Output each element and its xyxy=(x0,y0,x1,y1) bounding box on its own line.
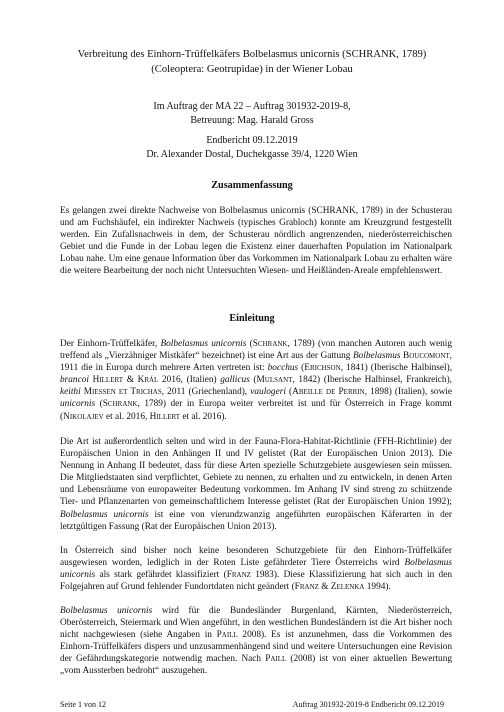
text-run: ( xyxy=(285,387,293,398)
text-run: ( xyxy=(249,375,257,386)
author-name: Schrank xyxy=(252,339,288,349)
author-name: Abeille de Perrin xyxy=(292,387,365,398)
species-name: Bolbelasmus unicornis xyxy=(60,558,452,581)
text-run: , 1898) (Italien), sowie xyxy=(364,387,453,398)
intro-heading: Einleitung xyxy=(229,313,275,324)
report-info xyxy=(40,134,464,161)
species-name: Bolbelasmus unicornis xyxy=(60,509,149,520)
intro-paragraph-3 xyxy=(60,545,452,593)
species-name: brancoi xyxy=(60,375,89,386)
author-name: Nikolajev xyxy=(63,411,104,422)
author-name: Paill xyxy=(216,630,238,641)
text-run: , 1789) (von manchen Autoren auch wenig treffend als „Vierzähniger Mistkäfer“ bezeichnet) ist eine Art aus der Gattung xyxy=(60,339,453,362)
author-name: Miessen et Trichas xyxy=(80,387,162,398)
species-name: vaulogeri xyxy=(250,387,286,398)
species-name: keithi xyxy=(60,387,81,398)
commission-line-2: Betreuung: Mag. Harald Gross xyxy=(190,114,314,126)
commission-info xyxy=(40,100,464,127)
footer-page-number: Seite 1 von 12 xyxy=(60,700,106,709)
author-name: Franz xyxy=(226,570,251,581)
intro-paragraph-4 xyxy=(60,605,452,678)
document-title xyxy=(40,47,464,77)
text-run: 1983). Diese Klassifizierung hat sich auch in den Folgejahren auf Grund fehlender Fundortdaten nicht geändert ( xyxy=(60,570,452,593)
title-line-1: Verbreitung des Einhorn-Trüffelkäfers Bolbelasmus unicornis (SCHRANK, 1789) xyxy=(77,49,427,60)
species-name: Bolbelasmus unicornis xyxy=(160,339,247,349)
text-run: ist eine von vierundzwanzig angeführten europäischen Käferarten in der letztgültigen Fassung (Rat der Europäischen Union 2013). xyxy=(60,509,452,532)
author-name: Boucomont xyxy=(400,351,450,362)
author-name: Paill xyxy=(265,654,287,665)
text-run: , 1789) der in Europa weiter verbreitet ist und für Österreich in Frage kommt ( xyxy=(60,399,453,422)
text-run: ( xyxy=(95,399,103,410)
species-name: Bolbelasmus unicornis xyxy=(60,606,153,616)
species-name: gallicus xyxy=(220,375,250,386)
author-name: Franz & Zelenka xyxy=(294,582,365,593)
text-run: et al. 2016, xyxy=(103,411,150,422)
text-run: , 1842) (Iberische Halbinsel, Frankreich), xyxy=(292,375,453,386)
species-name: unicornis xyxy=(60,399,96,410)
genus-name: Bolbelasmus xyxy=(352,351,401,362)
author-name: Mulsant xyxy=(256,375,293,386)
summary-paragraph: Es gelangen zwei direkte Nachweise von Bolbelasmus unicornis (SCHRANK, 1789) in der Schusterau und am Fuchshäufel, ein indirekter Nachweis (typisches Grabloch) konnte am Kreuzgrund festgestellt werden. Ein Zufallsnachweis in dem, der Schusterau nördlich angrenzenden, niederösterreichischen Gebiet und die Funde in der Lobau legen die Existenz einer dauerhaften Population im Nationalpark Lobau nahe. Um eine genaue Information über das Vorkommen im Nationalpark Lobau zu erhalten wäre die weitere Bearbeitung der noch nicht Untersuchten Wiesen- und Heißländen-Areale empfehlenswert. xyxy=(60,206,452,277)
author-address: Dr. Alexander Dostal, Duchekgasse 39/4, 1220 Wien xyxy=(146,148,358,160)
intro-paragraph-2 xyxy=(60,436,452,533)
author-name: Hillert xyxy=(149,411,181,422)
title-line-2: (Coleoptera: Geotrupidae) in der Wiener Lobau xyxy=(151,64,353,75)
author-name: Hillert & Král xyxy=(88,375,159,386)
text-run: 2016, (Italien) xyxy=(158,375,221,386)
footer-reference: Auftrag 301932-2019-8 Endbericht 09.12.2019 xyxy=(292,700,444,709)
text-run: , 1841) (Iberische Halbinsel), xyxy=(340,363,453,374)
commission-line-1: Im Auftrag der MA 22 – Auftrag 301932-2019-8, xyxy=(153,101,351,112)
text-run: wird für die Bundesländer Burgenland, Kärnten, Niederösterreich, Oberösterreich, Steiermark und Wien angeführt, in den westlichen Bundesländern ist die Art bisher noch nicht nachgewiesen (siehe Angaben in xyxy=(60,606,452,641)
text-run: 1994). xyxy=(364,582,391,593)
text-run: Die Art ist außerordentlich selten und wird in der Fauna-Flora-Habitat-Richtlinie (FFH-Richtlinie) der Europäischen Union in den Anhängen II und IV gelistet (Rat der Europäischen Union 2013). Die Nennung in Anhang II bedeutet, dass für diese Arten spezielle Schutzgebiete ausgewiesen sein müssen. Die Mitgliedstaaten sind verpflichtet, Gebiete zu nennen, zu erhalten und zu entwickeln, in denen Arten und Lebensräume von europaweiter Bedeutung vorkommen. Im Anhang IV sind streng zu schützende Tier- und Pflanzenarten von gemeinschaftlichem Interesse gelistet (Rat der Europäischen Union 1992); xyxy=(60,437,452,508)
text-run: In Österreich sind bisher noch keine besonderen Schutzgebiete für den Einhorn-Trüffelkäfer ausgewiesen worden, lediglich in der Roten Liste gefährdeter Tiere Österreichs wird xyxy=(60,546,452,569)
text-run: (2008) ist von einer aktuellen Bewertung „vom Aussterben bedroht“ auszugehen. xyxy=(60,654,452,677)
text-run: als stark gefährdet klassifiziert ( xyxy=(95,570,227,581)
author-name: Erichson xyxy=(304,363,341,374)
text-run: , 2011 (Griechenland), xyxy=(161,387,251,398)
text-run: 2008). Es ist anzunehmen, dass die Vorkommen des Einhorn-Trüffelkäfers dispers und unzusammenhängend sind und weitere Untersuchungen eine Revision der Gefährdungskategorie notwendig machen. Nach xyxy=(60,630,452,665)
text-run: Der Einhorn-Trüffelkäfer, xyxy=(60,339,161,349)
summary-heading: Zusammenfassung xyxy=(211,180,293,191)
text-run: et al. 2016). xyxy=(180,411,227,422)
report-date: Endbericht 09.12.2019 xyxy=(206,135,298,146)
intro-paragraph-1 xyxy=(60,338,452,423)
text-run: , 1911 die in Europa durch mehrere Arten vertreten ist: xyxy=(60,351,452,374)
text-run: ( xyxy=(298,363,305,374)
text-run: ( xyxy=(246,339,253,349)
author-name: Schrank xyxy=(102,399,138,410)
species-name: bocchus xyxy=(267,363,299,374)
